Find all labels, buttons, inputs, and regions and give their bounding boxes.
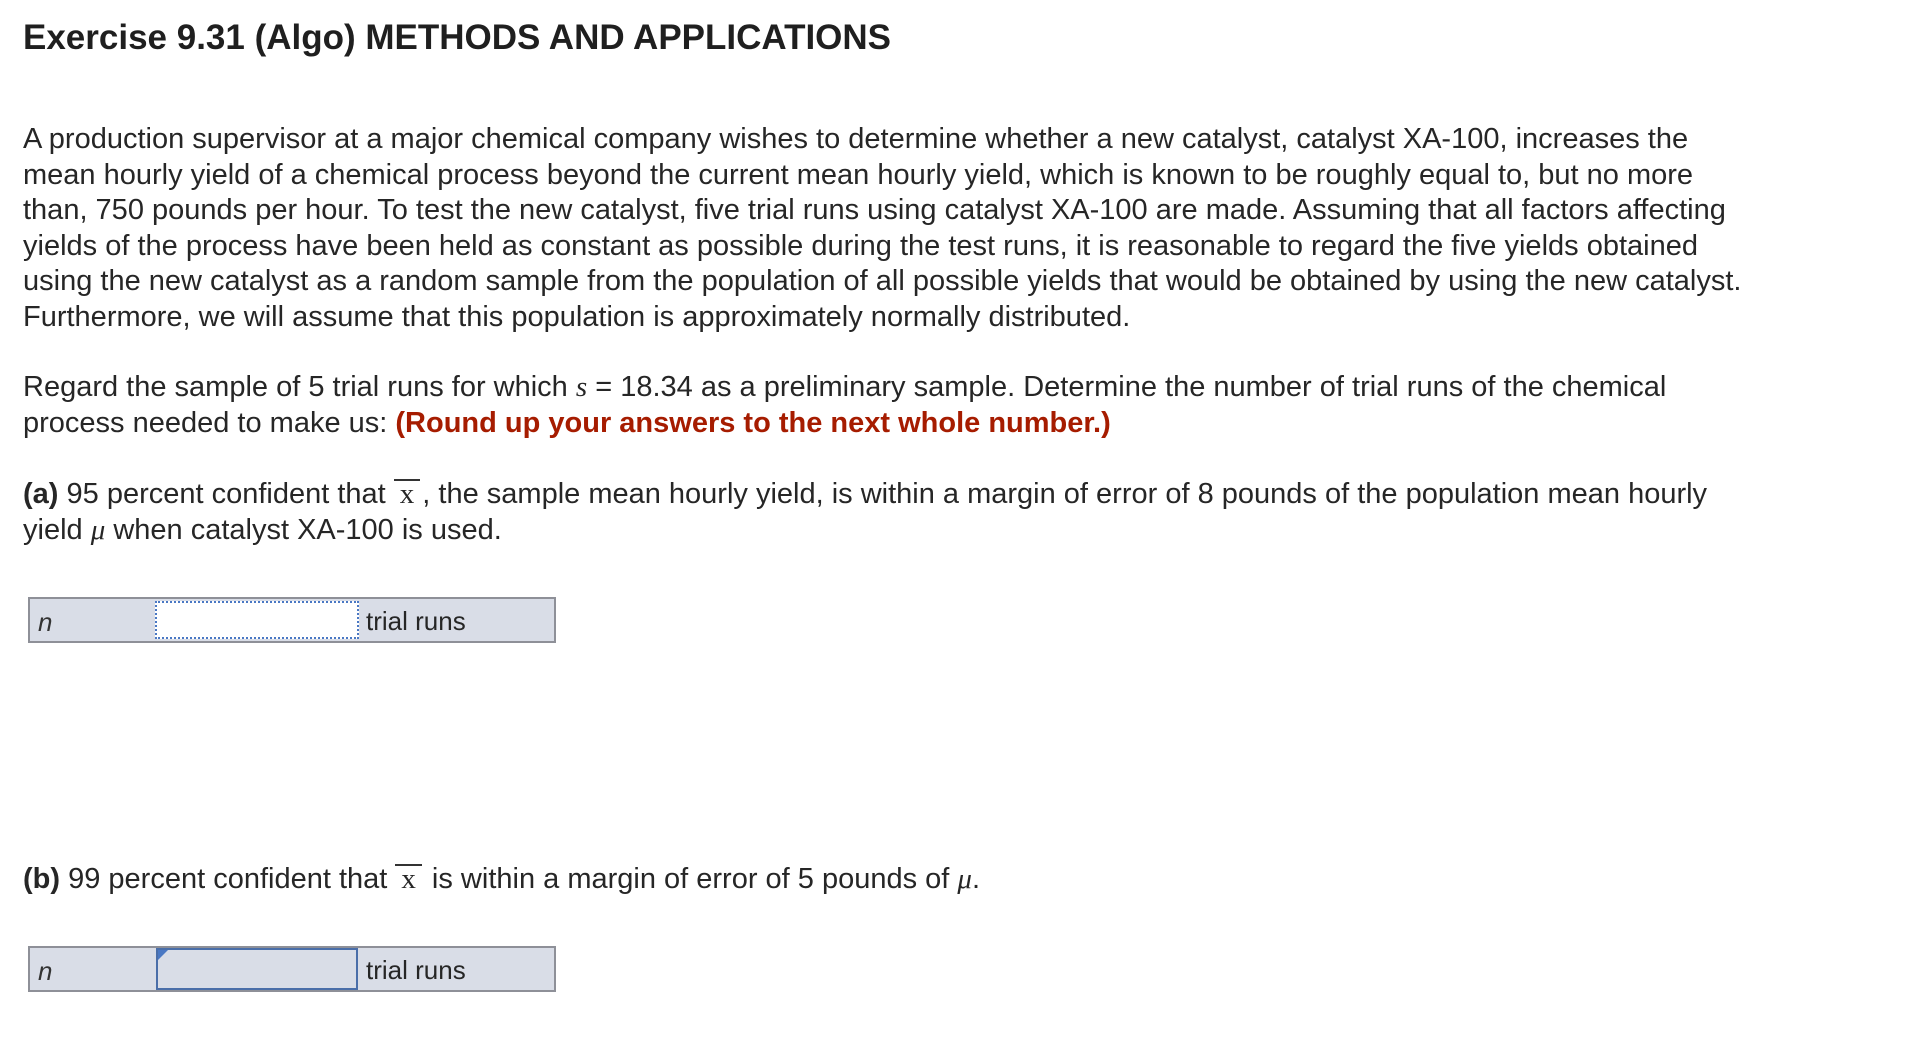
- answer-flag-icon: [158, 950, 168, 960]
- part-a-text: when catalyst XA-100 is used.: [105, 513, 502, 546]
- part-a-label: (a): [23, 478, 59, 510]
- instructions-text: Regard the sample of 5 trial runs for which: [23, 371, 576, 403]
- part-a-question: [23, 477, 1920, 548]
- problem-line: A production supervisor at a major chemical company wishes to determine whether a new catalyst, catalyst XA-100, increases the: [23, 123, 1689, 155]
- part-b-text: is within a margin of error of 5 pounds of: [423, 863, 958, 895]
- n-label: n: [38, 607, 53, 637]
- part-b-answer-input[interactable]: [156, 948, 358, 990]
- problem-statement: [23, 122, 1920, 335]
- unit-label: trial runs: [366, 955, 466, 985]
- part-b-line: [23, 863, 980, 895]
- part-b-question: [23, 862, 1920, 898]
- rounding-instruction: (Round up your answers to the next whole number.): [395, 406, 1111, 439]
- problem-line: than, 750 pounds per hour. To test the new catalyst, five trial runs using catalyst XA-100 are made. Assuming that all factors affecting: [23, 194, 1726, 226]
- instructions: [23, 370, 1920, 441]
- instructions-text: = 18.34 as a preliminary sample. Determine the number of trial runs of the chemical: [587, 371, 1667, 403]
- n-label: n: [38, 956, 53, 986]
- part-a-line-1: [23, 477, 1920, 513]
- part-a-answer-input[interactable]: [155, 601, 359, 639]
- instructions-text: process needed to make us:: [23, 406, 396, 439]
- instructions-line-2: [23, 406, 1920, 442]
- mu-symbol: μ: [90, 513, 106, 546]
- part-b-text: .: [971, 863, 981, 895]
- unit-label: trial runs: [366, 606, 466, 636]
- problem-line: Furthermore, we will assume that this population is approximately normally distributed.: [23, 300, 1131, 333]
- part-b-label: (b): [23, 863, 61, 895]
- problem-line: using the new catalyst as a random sample from the population of all possible yields that would be obtained by using the new catalyst.: [23, 265, 1742, 297]
- part-b-text: 99 percent confident that: [60, 863, 396, 895]
- x-bar-symbol: x: [394, 479, 421, 507]
- part-a-answer-row: [28, 597, 556, 643]
- x-bar-symbol: x: [395, 864, 422, 892]
- s-symbol: s: [575, 371, 588, 403]
- problem-line: mean hourly yield of a chemical process beyond the current mean hourly yield, which is known to be roughly equal to, but no more: [23, 158, 1694, 191]
- part-a-line-2: [23, 513, 1920, 549]
- page-title: Exercise 9.31 (Algo) METHODS AND APPLICATIONS: [23, 18, 892, 57]
- part-a-text: 95 percent confident that: [58, 478, 394, 510]
- part-b-answer-row: [28, 946, 556, 992]
- part-a-text: , the sample mean hourly yield, is within a margin of error of 8 pounds of the population mean hourly: [422, 478, 1708, 510]
- part-a-text: yield: [23, 513, 91, 546]
- mu-symbol: μ: [957, 863, 972, 895]
- problem-line: yields of the process have been held as constant as possible during the test runs, it is reasonable to regard the five yields obtained: [23, 229, 1698, 262]
- instructions-line-1: [23, 370, 1920, 406]
